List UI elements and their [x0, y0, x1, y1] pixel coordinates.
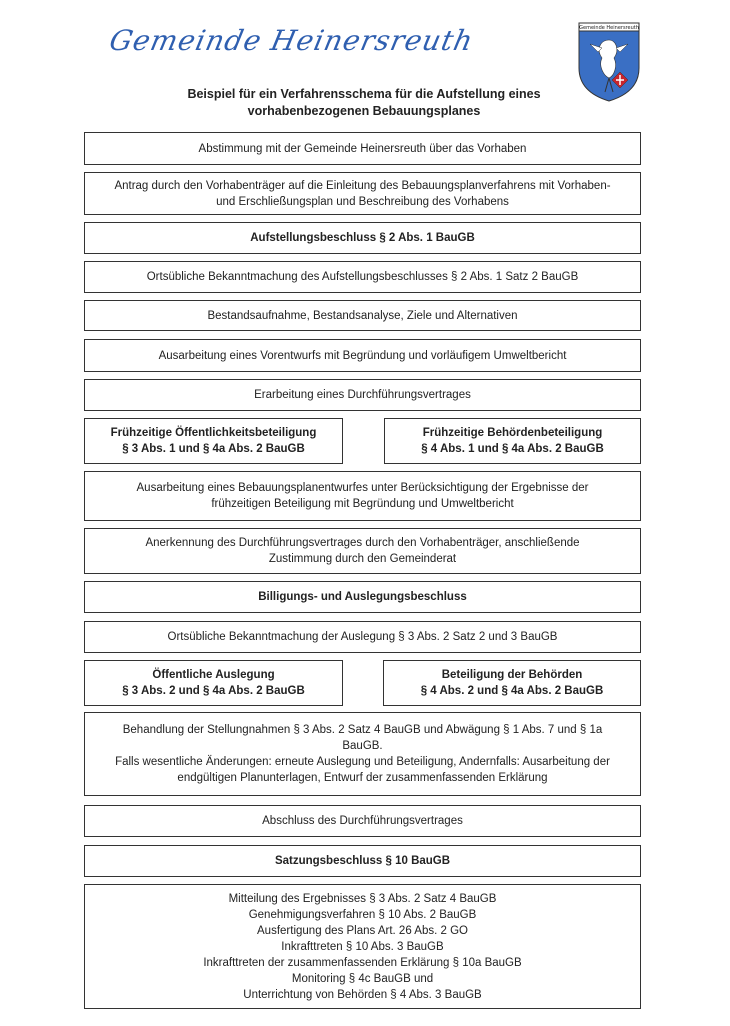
- municipal-crest-icon: [578, 22, 640, 102]
- step-text: § 4 Abs. 2 und § 4a Abs. 2 BauGB: [420, 685, 604, 697]
- step-text: Frühzeitige Behördenbeteiligung: [422, 427, 603, 439]
- step-inventory-analysis: [84, 300, 641, 331]
- step-text: § 3 Abs. 1 und § 4a Abs. 2 BauGB: [122, 443, 305, 455]
- step-text: Satzungsbeschluss § 10 BauGB: [274, 855, 451, 867]
- step-text: Ausarbeitung eines Bebauungsplanentwurfes unter Berücksichtigung der Ergebnisse der: [136, 482, 589, 494]
- step-implementation-contract-draft: [84, 379, 641, 411]
- step-text: Bestandsaufnahme, Bestandsanalyse, Ziele und Alternativen: [207, 309, 518, 322]
- step-text: Inkrafttreten der zusammenfassenden Erklärung § 10a BauGB: [203, 956, 522, 969]
- step-text: Falls wesentliche Änderungen: erneute Auslegung und Beteiligung, Andernfalls: Ausarbeitung der: [115, 756, 610, 768]
- step-text: Ortsübliche Bekanntmachung der Auslegung § 3 Abs. 2 Satz 2 und 3 BauGB: [167, 631, 558, 643]
- step-text: Antrag durch den Vorhabenträger auf die Einleitung des Bebauungsplanverfahrens mit Vorhaben-: [114, 179, 611, 192]
- step-plan-draft: [84, 471, 641, 521]
- document-title: [150, 86, 578, 120]
- step-text: Monitoring § 4c BauGB und: [291, 972, 434, 985]
- step-early-authority-participation: [384, 418, 641, 464]
- step-text: BauGB.: [342, 740, 383, 752]
- step-text: Abschluss des Durchführungsvertrages: [262, 815, 463, 827]
- step-text: Beteiligung der Behörden: [441, 669, 583, 681]
- step-text: § 3 Abs. 2 und § 4a Abs. 2 BauGB: [122, 685, 305, 697]
- step-text: Billigungs- und Auslegungsbeschluss: [258, 591, 467, 603]
- step-project-coordination: [84, 132, 641, 165]
- step-text: Anerkennung des Durchführungsvertrages durch den Vorhabenträger, anschließende: [145, 537, 580, 549]
- step-contract-acknowledgement: [84, 528, 641, 574]
- step-preliminary-draft: [84, 339, 641, 372]
- step-authority-participation: [383, 660, 641, 706]
- step-contract-conclusion: [84, 805, 641, 837]
- step-text: Zustimmung durch den Gemeinderat: [268, 553, 457, 565]
- municipality-signature-logo: Gemeinde Heinersreuth: [106, 24, 477, 57]
- step-text: Unterrichtung von Behörden § 4 Abs. 3 BauGB: [243, 988, 482, 1001]
- crest-label: Gemeinde Heinersreuth: [579, 25, 639, 32]
- step-display-announcement: [84, 621, 641, 653]
- step-handling-of-statements: [84, 712, 641, 796]
- step-text: und Erschließungsplan und Beschreibung des Vorhabens: [216, 195, 509, 208]
- step-text: Abstimmung mit der Gemeinde Heinersreuth über das Vorhaben: [198, 142, 527, 155]
- step-text: Genehmigungsverfahren § 10 Abs. 2 BauGB: [248, 908, 477, 921]
- step-text: Ortsübliche Bekanntmachung des Aufstellungsbeschlusses § 2 Abs. 1 Satz 2 BauGB: [146, 271, 579, 283]
- step-application-procedure: [84, 172, 641, 215]
- step-text: endgültigen Planunterlagen, Entwurf der zusammenfassenden Erklärung: [177, 772, 548, 784]
- step-text: Ausfertigung des Plans Art. 26 Abs. 2 GO: [257, 924, 468, 937]
- step-approval-display-resolution: [84, 581, 641, 613]
- step-text: Behandlung der Stellungnahmen § 3 Abs. 2 Satz 4 BauGB und Abwägung § 1 Abs. 7 und § 1a: [122, 724, 603, 736]
- title-line: Beispiel für ein Verfahrensschema für die Aufstellung eines: [187, 87, 541, 101]
- step-preparation-resolution: [84, 222, 641, 254]
- step-text: Erarbeitung eines Durchführungsvertrages: [254, 389, 471, 401]
- step-text: Ausarbeitung eines Vorentwurfs mit Begründung und vorläufigem Umweltbericht: [158, 349, 567, 362]
- step-final-steps: [84, 884, 641, 1009]
- title-line: vorhabenbezogenen Bebauungsplanes: [247, 104, 481, 118]
- step-text: § 4 Abs. 1 und § 4a Abs. 2 BauGB: [421, 443, 604, 455]
- step-text: frühzeitigen Beteiligung mit Begründung und Umweltbericht: [211, 498, 514, 510]
- step-text: Öffentliche Auslegung: [152, 669, 275, 681]
- step-public-display: [84, 660, 343, 706]
- step-early-public-participation: [84, 418, 343, 464]
- step-bylaw-resolution: [84, 845, 641, 877]
- step-public-announcement: [84, 261, 641, 293]
- step-text: Aufstellungsbeschluss § 2 Abs. 1 BauGB: [250, 232, 475, 244]
- step-text: Mitteilung des Ergebnisses § 3 Abs. 2 Satz 4 BauGB: [228, 892, 497, 905]
- step-text: Frühzeitige Öffentlichkeitsbeteiligung: [110, 427, 317, 439]
- step-text: Inkrafttreten § 10 Abs. 3 BauGB: [281, 940, 444, 953]
